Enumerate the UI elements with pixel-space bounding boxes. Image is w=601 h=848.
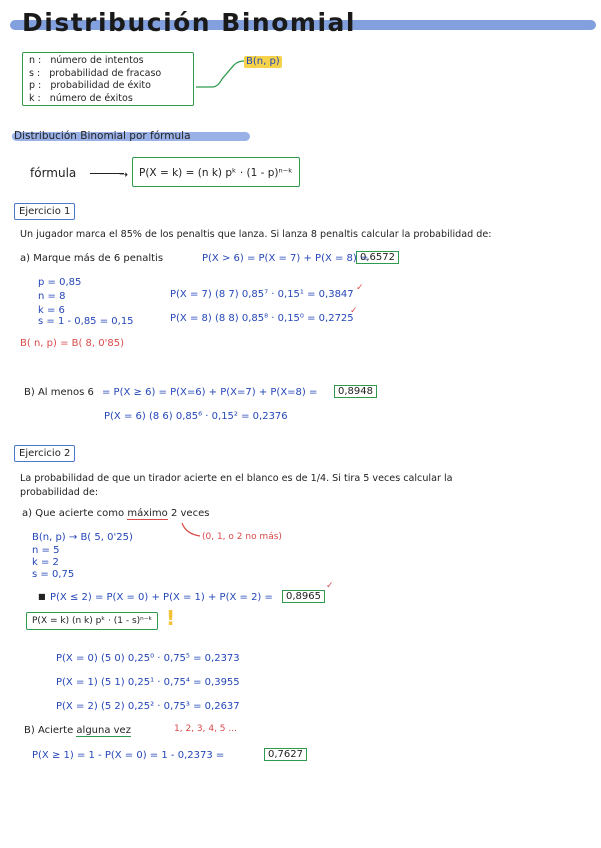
exercise-2-binomial: B(n, p) → B( 5, 0'25) [32, 532, 133, 543]
exercise-1-var-s: s = 1 - 0,85 = 0,15 [38, 316, 134, 327]
exercise-2-statement-line-1: La probabilidad de que un tirador acierte en el blanco es de 1/4. Si tira 5 veces calcular la [20, 473, 453, 484]
exercise-2-var-s: s = 0,75 [32, 569, 75, 580]
exercise-1-b-calc: P(X = 6) (8 6) 0,85⁶ · 0,15² = 0,2376 [104, 411, 288, 422]
exercise-2-a-result: 0,8965 [282, 590, 325, 603]
exercise-1-calc-x7: P(X = 7) (8 7) 0,85⁷ · 0,15¹ = 0,3847 [170, 289, 354, 300]
exercise-2-b-keyword: alguna vez [76, 725, 131, 736]
exercise-2-calc-x0: P(X = 0) (5 0) 0,25⁰ · 0,75⁵ = 0,2373 [56, 653, 240, 664]
exercise-2-statement-line-2: probabilidad de: [20, 487, 99, 498]
exercise-1-var-n: n = 8 [38, 291, 66, 302]
definition-k: k : número de éxitos [29, 92, 133, 104]
exercise-2-var-n: n = 5 [32, 545, 60, 556]
exercise-2-formula-box: P(X = k) (n k) pᵏ · (1 - s)ⁿ⁻ᵏ [26, 612, 158, 630]
definition-n: n : número de intentos [29, 55, 144, 66]
exercise-2-var-k: k = 2 [32, 557, 59, 568]
exercise-1-var-k: k = 6 [38, 305, 65, 316]
exercise-1-b-label: B) Al menos 6 [24, 387, 94, 398]
check-mark-icon: ✓ [350, 306, 358, 316]
bullet-icon: ■ [38, 592, 46, 601]
exercise-1-var-p: p = 0,85 [38, 277, 82, 288]
exercise-1-a-expression: P(X > 6) = P(X = 7) + P(X = 8) = [202, 253, 369, 264]
exercise-1-a-label: a) Marque más de 6 penaltis [20, 253, 164, 264]
binomial-notation: B(n, p) [246, 56, 280, 67]
section-subtitle: Distribución Binomial por fórmula [14, 130, 191, 142]
definition-s: s : probabilidad de fracaso [29, 67, 162, 79]
exclamation-icon: ! [166, 606, 176, 630]
formula-arrow-head: ➝ [119, 168, 129, 181]
exercise-2-b-expression: P(X ≥ 1) = 1 - P(X = 0) = 1 - 0,2373 = [32, 750, 225, 761]
check-mark-icon: ✓ [356, 283, 364, 293]
exercise-2-calc-x2: P(X = 2) (5 2) 0,25² · 0,75³ = 0,2637 [56, 701, 240, 712]
exercise-1-b-expression: = P(X ≥ 6) = P(X=6) + P(X=7) + P(X=8) = [102, 387, 318, 398]
check-mark-icon: ✓ [326, 581, 334, 591]
exercise-1-label: Ejercicio 1 [14, 203, 75, 220]
formula-box: P(X = k) = (n k) pᵏ · (1 - p)ⁿ⁻ᵏ [132, 157, 300, 187]
exercise-2-a-expression: P(X ≤ 2) = P(X = 0) + P(X = 1) + P(X = 2) = [50, 592, 273, 603]
exercise-2-b-label: B) Acierte alguna vez [24, 725, 131, 736]
note-arrow-icon [180, 520, 204, 540]
exercise-2-a-label: a) Que acierte como máximo 2 veces [22, 508, 210, 519]
exercise-1-calc-x8: P(X = 8) (8 8) 0,85⁸ · 0,15⁰ = 0,2725 [170, 313, 354, 324]
definitions-box [22, 52, 194, 106]
exercise-2-a-keyword: máximo [127, 508, 168, 519]
exercise-1-binomial: B( n, p) = B( 8, 0'85) [20, 338, 125, 349]
exercise-1-a-result: 0,6572 [356, 251, 399, 264]
definition-p: p : probabilidad de éxito [29, 80, 151, 91]
exercise-1-statement: Un jugador marca el 85% de los penaltis que lanza. Si lanza 8 penaltis calcular la probabilidad de: [20, 229, 492, 240]
exercise-2-b-note: 1, 2, 3, 4, 5 ... [174, 724, 237, 734]
exercise-2-label: Ejercicio 2 [14, 445, 75, 462]
exercise-2-calc-x1: P(X = 1) (5 1) 0,25¹ · 0,75⁴ = 0,3955 [56, 677, 240, 688]
exercise-2-note: (0, 1, o 2 no más) [202, 532, 282, 542]
exercise-2-b-result: 0,7627 [264, 748, 307, 761]
page-title: Distribución Binomial [22, 8, 356, 37]
exercise-1-b-result: 0,8948 [334, 385, 377, 398]
formula-label: fórmula [30, 166, 77, 180]
